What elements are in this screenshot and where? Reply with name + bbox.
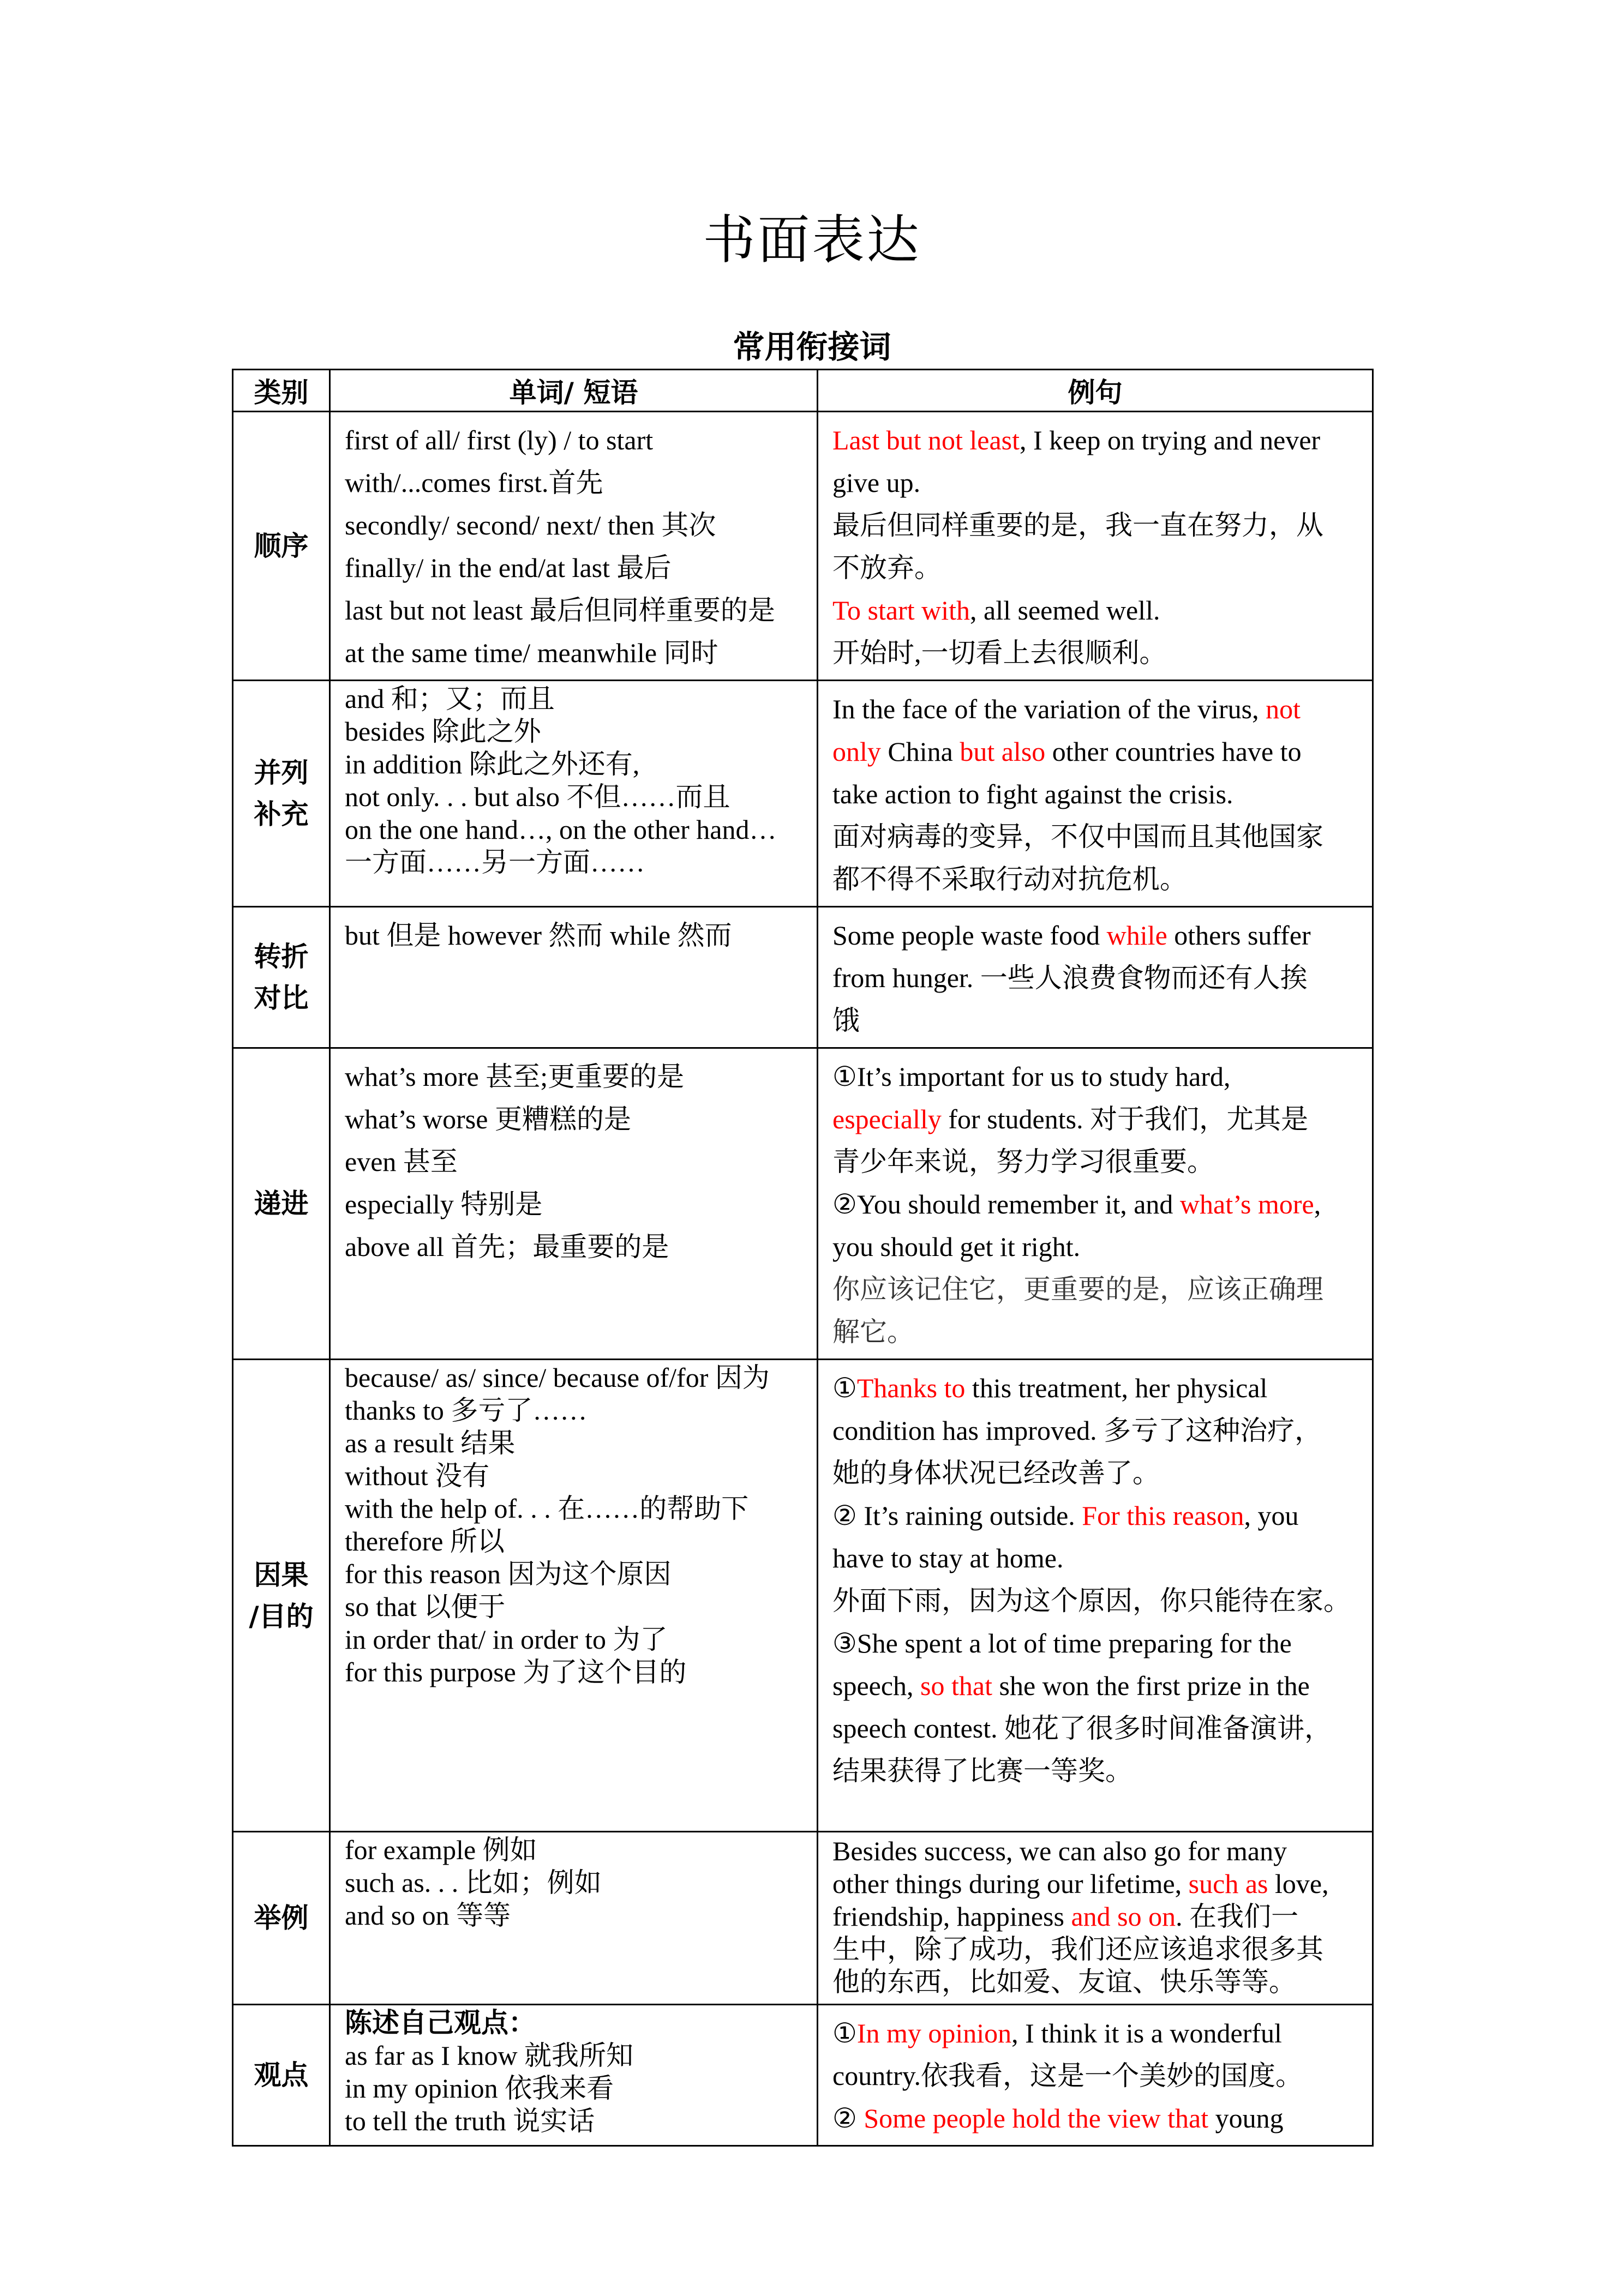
category-label: 顺序 (254, 530, 309, 562)
example-line (832, 461, 1358, 504)
examples-cell (818, 2005, 1373, 2146)
example-line (832, 1707, 1358, 1750)
connectives-table (232, 369, 1374, 2147)
category-label: 补充 (254, 798, 309, 830)
example-line (832, 2054, 1358, 2097)
example-line (832, 1311, 1358, 1353)
example-text: ③She spent a lot of time preparing for the (832, 1628, 1292, 1658)
phrase-item: such as. . . 比如；例如 (345, 1867, 602, 1898)
table-row-example (233, 1832, 1373, 2005)
example-line (832, 1966, 1358, 1998)
category-label: 观点 (254, 2059, 309, 2091)
example-text: 你应该记住它，更重要的是，应该正确理 (832, 1274, 1323, 1305)
example-line (832, 1867, 1358, 1900)
connective-highlight: such as (1188, 1868, 1268, 1899)
example-text: for students. 对于我们，尤其是 (941, 1104, 1309, 1134)
connective-highlight: Last but not least (832, 425, 1020, 455)
phrases-cell (330, 681, 818, 907)
phrase-item: especially 特别是 (345, 1189, 543, 1219)
example-text: speech contest. 她花了很多时间准备演讲， (832, 1713, 1332, 1744)
connective-highlight: For this reason (1082, 1500, 1244, 1531)
example-line (832, 2012, 1358, 2054)
example-text: 饿 (832, 1005, 860, 1036)
example-line (832, 1098, 1358, 1140)
category-label: 对比 (254, 982, 309, 1014)
phrase-item: what’s worse 更糟糕的是 (345, 1104, 631, 1134)
category-label: 举例 (254, 1902, 309, 1934)
phrase-item: in addition 除此之外还有, (345, 749, 640, 779)
example-line (832, 504, 1358, 546)
example-line (832, 1452, 1358, 1494)
example-line (832, 1494, 1358, 1537)
phrases-cell (330, 412, 818, 681)
table-header-row (233, 370, 1373, 412)
phrase-item: in order that/ in order to 为了 (345, 1624, 668, 1655)
example-line (832, 1140, 1358, 1183)
table-row-cause-purpose (233, 1360, 1373, 1832)
example-text: Besides success, we can also go for many (832, 1836, 1287, 1866)
example-text: , I think it is a wonderful (1011, 2018, 1282, 2048)
phrases-cell (330, 907, 818, 1048)
table-title: 常用衔接词 (733, 328, 891, 365)
example-text: she won the first prize in the (992, 1670, 1310, 1701)
table-row-sequence (233, 412, 1373, 681)
phrase-item: with the help of. . . 在……的帮助下 (345, 1493, 749, 1524)
connective-highlight: not (1266, 694, 1301, 724)
category-label: 转折 (254, 941, 309, 972)
phrase-item: what’s more 甚至;更重要的是 (345, 1061, 685, 1092)
example-line (832, 632, 1358, 674)
example-text: ②You should remember it, and (832, 1189, 1180, 1219)
example-line (832, 1367, 1358, 1409)
connective-highlight: what’s more (1179, 1189, 1314, 1219)
example-text: love, (1268, 1868, 1329, 1899)
connective-highlight: only (832, 736, 881, 767)
category-label: 并列 (254, 757, 309, 789)
example-line (832, 589, 1358, 632)
example-line (832, 1183, 1358, 1225)
example-text: country.依我看，这是一个美妙的国度。 (832, 2060, 1303, 2091)
example-line (832, 1750, 1358, 1792)
header-examples: 例句 (818, 370, 1373, 412)
phrase-item: besides 除此之外 (345, 716, 541, 747)
examples-cell (818, 1360, 1373, 1832)
example-line (832, 1268, 1358, 1311)
example-text: ② It’s raining outside. (832, 1500, 1082, 1531)
connective-highlight: so that (920, 1670, 992, 1701)
connective-highlight: while (1106, 920, 1167, 951)
example-text: . 在我们一 (1176, 1901, 1299, 1932)
connective-highlight: Some people hold the view that (864, 2103, 1209, 2133)
example-text: other things during our lifetime, (832, 1868, 1189, 1899)
category-cell (233, 907, 330, 1048)
example-text: In the face of the variation of the virus, (832, 694, 1266, 724)
phrase-item: so that 以便于 (345, 1591, 506, 1622)
example-line (832, 1664, 1358, 1707)
phrases-cell (330, 1360, 818, 1832)
example-text: 不放弃。 (832, 552, 942, 583)
example-text: 都不得不采取行动对抗危机。 (832, 864, 1187, 894)
header-category: 类别 (233, 370, 330, 412)
example-text: give up. (832, 467, 921, 498)
example-line (832, 999, 1358, 1042)
example-line (832, 1409, 1358, 1452)
example-text: China (880, 736, 960, 767)
table-row-opinion (233, 2005, 1373, 2146)
example-text: , all seemed well. (970, 595, 1160, 626)
example-line (832, 546, 1358, 589)
phrase-item: at the same time/ meanwhile 同时 (345, 638, 718, 668)
phrases-heading: 陈述自己观点： (345, 2008, 536, 2038)
phrase-item: without 没有 (345, 1460, 490, 1491)
header-phrases: 单词/ 短语 (330, 370, 818, 412)
example-line (832, 1579, 1358, 1622)
example-line (832, 2097, 1358, 2139)
phrase-item: in my opinion 依我来看 (345, 2073, 614, 2103)
category-cell (233, 412, 330, 681)
category-label: /目的 (249, 1600, 314, 1632)
examples-cell (818, 681, 1373, 907)
example-text: speech, (832, 1670, 921, 1701)
phrase-item: not only. . . but also 不但……而且 (345, 782, 730, 812)
example-line (832, 815, 1358, 858)
example-line (832, 1055, 1358, 1098)
phrase-item: because/ as/ since/ because of/for 因为 (345, 1362, 770, 1393)
phrase-item: to tell the truth 说实话 (345, 2106, 595, 2136)
example-text: other countries have to (1045, 736, 1302, 767)
category-cell (233, 2005, 330, 2146)
phrase-item: as a result 结果 (345, 1428, 516, 1458)
example-text: from hunger. 一些人浪费食物而还有人挨 (832, 963, 1308, 993)
example-line (832, 858, 1358, 900)
phrase-item: finally/ in the end/at last 最后 (345, 552, 672, 583)
examples-cell (818, 907, 1373, 1048)
category-cell (233, 1360, 330, 1832)
category-cell (233, 1832, 330, 2005)
category-label: 因果 (254, 1559, 309, 1591)
example-text: 生中，除了成功，我们还应该追求很多其 (832, 1934, 1323, 1964)
example-text: , you (1244, 1500, 1299, 1531)
example-line (832, 773, 1358, 815)
connective-highlight: and so on (1071, 1901, 1176, 1932)
example-line (832, 1537, 1358, 1579)
phrase-item: for this reason 因为这个原因 (345, 1559, 672, 1589)
examples-cell (818, 1048, 1373, 1360)
example-text: ① (832, 1373, 857, 1403)
category-label: 递进 (254, 1188, 309, 1219)
example-text: have to stay at home. (832, 1543, 1064, 1573)
example-text: ① (832, 2018, 857, 2048)
example-text: 青少年来说，努力学习很重要。 (832, 1146, 1214, 1177)
example-text: 他的东西，比如爱、友谊、快乐等等。 (832, 1967, 1296, 1997)
table-row-addition (233, 681, 1373, 907)
example-text: friendship, happiness (832, 1901, 1071, 1932)
phrase-item: but 但是 however 然而 while 然而 (345, 920, 732, 951)
example-line (832, 1835, 1358, 1867)
table-row-contrast (233, 907, 1373, 1048)
example-line (832, 1933, 1358, 1966)
connective-highlight: especially (832, 1104, 942, 1134)
example-line (832, 957, 1358, 999)
example-text: condition has improved. 多亏了这种治疗， (832, 1415, 1322, 1446)
phrase-item: last but not least 最后但同样重要的是 (345, 595, 775, 626)
connective-highlight: To start with (832, 595, 970, 626)
category-cell (233, 681, 330, 907)
phrase-item: and 和；又；而且 (345, 683, 555, 714)
phrases-cell (330, 1832, 818, 2005)
phrases-cell (330, 1048, 818, 1360)
examples-cell (818, 1832, 1373, 2005)
phrase-item: above all 首先；最重要的是 (345, 1231, 669, 1262)
phrase-item: therefore 所以 (345, 1526, 505, 1556)
phrase-item: as far as I know 就我所知 (345, 2040, 634, 2071)
example-line (832, 1900, 1358, 1933)
example-text: 面对病毒的变异，不仅中国而且其他国家 (832, 821, 1323, 852)
example-line (832, 419, 1358, 461)
phrase-item: thanks to 多亏了…… (345, 1395, 588, 1426)
example-text: Some people waste food (832, 920, 1107, 951)
phrase-item: even 甚至 (345, 1146, 458, 1177)
example-text: ①It’s important for us to study hard, (832, 1061, 1231, 1092)
connective-highlight: Thanks to (856, 1373, 966, 1403)
connective-highlight: In my opinion (856, 2018, 1012, 2048)
example-line (832, 730, 1358, 773)
phrase-item: 一方面……另一方面…… (345, 847, 645, 877)
example-text: you should get it right. (832, 1231, 1081, 1262)
example-text: 外面下雨，因为这个原因，你只能待在家。 (832, 1585, 1351, 1616)
example-text: ② (832, 2103, 864, 2133)
phrase-item: for example 例如 (345, 1835, 537, 1865)
example-text: 最后但同样重要的是，我一直在努力，从 (832, 510, 1323, 540)
document-title: 书面表达 (703, 209, 921, 271)
example-line (832, 1622, 1358, 1664)
phrases-cell (330, 2005, 818, 2146)
phrase-item: and so on 等等 (345, 1900, 511, 1931)
example-text: 解它。 (832, 1317, 914, 1347)
example-text: 开始时,一切看上去很顺利。 (832, 638, 1167, 668)
phrase-item: first of all/ first (ly) / to start (345, 425, 654, 455)
table-row-progression (233, 1048, 1373, 1360)
phrase-item: with/...comes first.首先 (345, 467, 603, 498)
example-text: take action to fight against the crisis. (832, 779, 1233, 809)
examples-cell (818, 412, 1373, 681)
example-line (832, 914, 1358, 957)
phrase-item: secondly/ second/ next/ then 其次 (345, 510, 716, 540)
connective-highlight: but also (960, 736, 1046, 767)
example-line (832, 688, 1358, 730)
phrase-item: on the one hand…, on the other hand… (345, 814, 777, 845)
phrase-item: for this purpose 为了这个目的 (345, 1657, 687, 1687)
example-text: , I keep on trying and never (1020, 425, 1321, 455)
example-text: , (1314, 1189, 1321, 1219)
example-text: young (1208, 2103, 1284, 2133)
example-text: others suffer (1167, 920, 1311, 951)
example-text: 她的身体状况已经改善了。 (832, 1458, 1160, 1488)
category-cell (233, 1048, 330, 1360)
example-text: 结果获得了比赛一等奖。 (832, 1756, 1132, 1786)
example-line (832, 1225, 1358, 1268)
example-text: this treatment, her physical (965, 1373, 1268, 1403)
